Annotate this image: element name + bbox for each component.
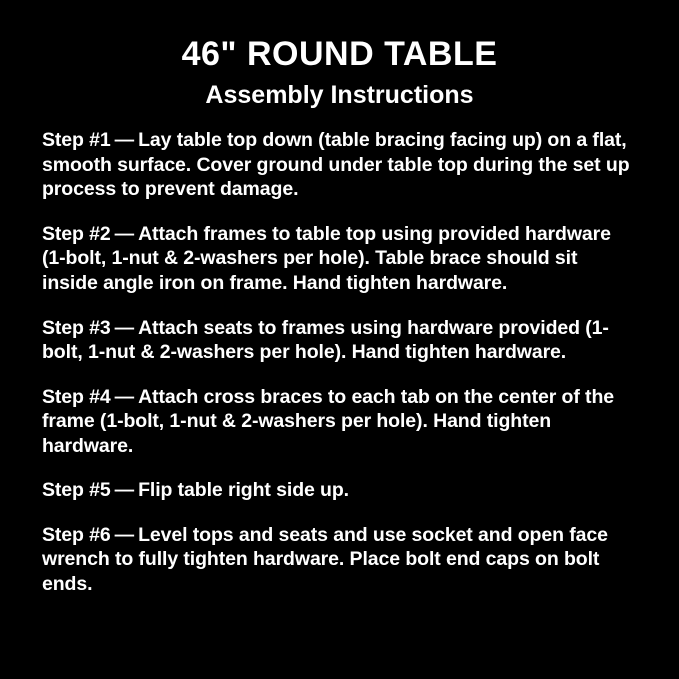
page-subtitle: Assembly Instructions [205, 81, 474, 110]
steps-list [42, 128, 637, 596]
step-item [42, 385, 637, 459]
step-text: Attach frames to table top using provided hardware (1-bolt, 1-nut & 2-washers per hole). Table brace should sit inside angle iron on frame. Hand tighten hardware. [42, 222, 611, 294]
step-text: Flip table right side up. [138, 479, 350, 502]
step-label: Step #5 [42, 479, 111, 502]
step-label: Step #4 [42, 385, 111, 408]
step-text: Attach seats to frames using hardware provided (1-bolt, 1-nut & 2-washers per hole). Hand tighten hardware. [42, 316, 609, 364]
step-item [42, 222, 637, 296]
step-text: Attach cross braces to each tab on the center of the frame (1-bolt, 1-nut & 2-washers per hole). Hand tighten hardware. [42, 385, 614, 457]
step-dash: — [114, 222, 135, 245]
step-label: Step #1 [42, 129, 111, 152]
step-item [42, 316, 637, 365]
step-dash: — [114, 129, 135, 152]
step-dash: — [114, 316, 135, 339]
step-dash: — [114, 385, 135, 408]
step-dash: — [114, 479, 135, 502]
step-label: Step #2 [42, 222, 111, 245]
step-label: Step #6 [42, 523, 111, 546]
page-title: 46" ROUND TABLE [181, 35, 498, 73]
step-item [42, 128, 637, 202]
step-item [42, 523, 637, 597]
step-item [42, 478, 637, 503]
step-text: Lay table top down (table bracing facing up) on a flat, smooth surface. Cover ground under table top during the set up process to prevent damage. [42, 129, 630, 201]
step-dash: — [114, 523, 135, 546]
step-text: Level tops and seats and use socket and open face wrench to fully tighten hardware. Place bolt end caps on bolt ends. [42, 523, 608, 596]
step-label: Step #3 [42, 316, 111, 339]
